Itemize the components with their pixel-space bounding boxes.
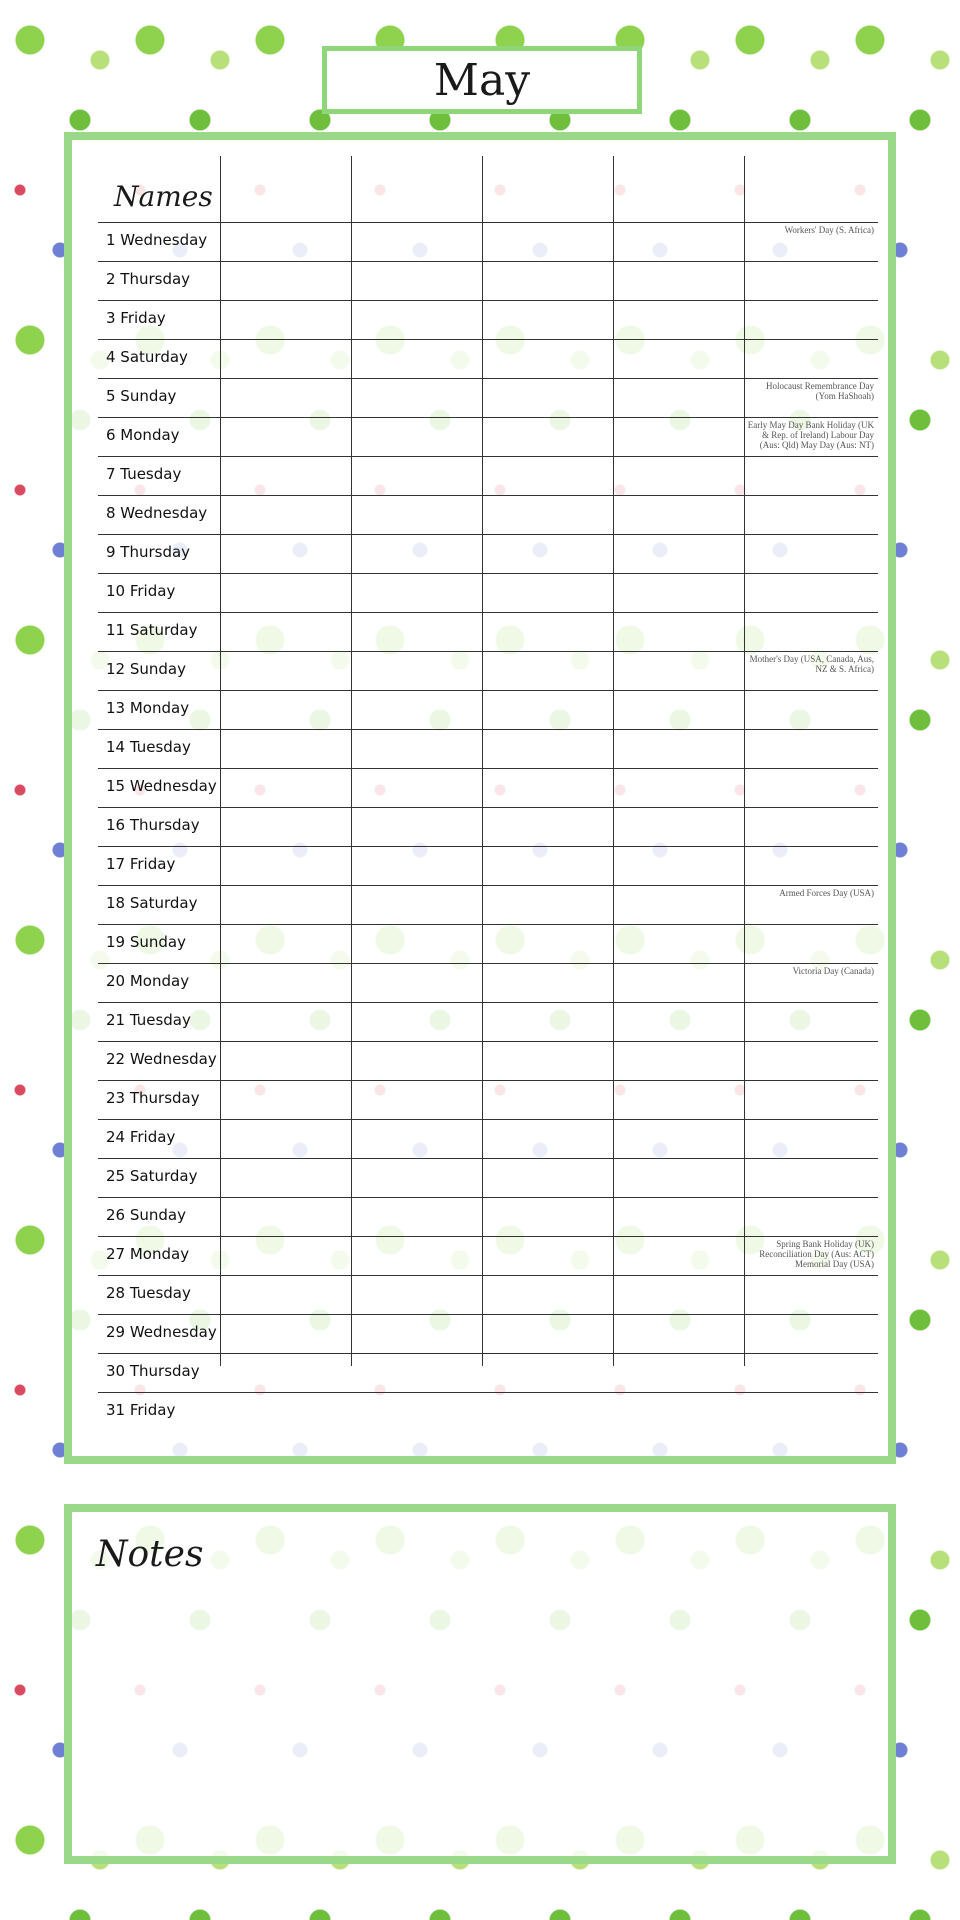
notes-heading: Notes (96, 1534, 204, 1575)
day-row[interactable] (98, 690, 878, 729)
day-row[interactable] (98, 768, 878, 807)
day-row[interactable] (98, 1041, 878, 1080)
day-row[interactable] (98, 1158, 878, 1197)
day-label: 1 Wednesday (106, 231, 208, 249)
day-row[interactable] (98, 1080, 878, 1119)
holiday-note: Mother's Day (USA, Canada, Aus, NZ & S. Africa) (749, 654, 874, 674)
day-label: 26 Sunday (106, 1206, 186, 1224)
day-row[interactable] (98, 1119, 878, 1158)
day-row[interactable] (98, 807, 878, 846)
holiday-note: Early May Day Bank Holiday (UK & Rep. of Ireland) Labour Day (Aus: Qld) May Day (Aus: NT) (747, 420, 874, 450)
day-row[interactable] (98, 729, 878, 768)
day-label: 23 Thursday (106, 1089, 200, 1107)
day-row[interactable] (98, 339, 878, 378)
holiday-note: Armed Forces Day (USA) (779, 888, 874, 898)
holiday-note: Workers' Day (S. Africa) (784, 225, 874, 235)
day-label: 29 Wednesday (106, 1323, 217, 1341)
day-label: 17 Friday (106, 855, 176, 873)
day-row[interactable] (98, 1275, 878, 1314)
day-label: 6 Monday (106, 426, 180, 444)
day-row[interactable] (98, 534, 878, 573)
day-label: 5 Sunday (106, 387, 177, 405)
day-row[interactable] (98, 495, 878, 534)
day-label: 7 Tuesday (106, 465, 182, 483)
names-heading: Names (114, 180, 213, 213)
day-label: 31 Friday (106, 1401, 176, 1419)
day-row[interactable] (98, 963, 878, 1002)
holiday-note: Victoria Day (Canada) (792, 966, 874, 976)
day-label: 18 Saturday (106, 894, 198, 912)
day-row[interactable] (98, 417, 878, 456)
day-grid (98, 222, 878, 1419)
day-label: 3 Friday (106, 309, 166, 327)
day-row[interactable] (98, 1002, 878, 1041)
holiday-note: Holocaust Remembrance Day (Yom HaShoah) (766, 381, 874, 401)
day-label: 4 Saturday (106, 348, 188, 366)
day-label: 12 Sunday (106, 660, 186, 678)
notes-panel (64, 1504, 896, 1864)
day-row[interactable] (98, 1353, 878, 1392)
day-label: 2 Thursday (106, 270, 191, 288)
day-label: 27 Monday (106, 1245, 190, 1263)
month-title (322, 46, 642, 114)
day-label: 30 Thursday (106, 1362, 200, 1380)
day-row[interactable] (98, 612, 878, 651)
day-label: 15 Wednesday (106, 777, 217, 795)
day-row[interactable] (98, 378, 878, 417)
day-row[interactable] (98, 222, 878, 261)
day-label: 25 Saturday (106, 1167, 198, 1185)
day-row[interactable] (98, 1197, 878, 1236)
day-label: 22 Wednesday (106, 1050, 217, 1068)
day-row[interactable] (98, 261, 878, 300)
day-label: 24 Friday (106, 1128, 176, 1146)
day-label: 21 Tuesday (106, 1011, 191, 1029)
day-row[interactable] (98, 651, 878, 690)
day-label: 10 Friday (106, 582, 176, 600)
day-label: 20 Monday (106, 972, 190, 990)
day-label: 16 Thursday (106, 816, 200, 834)
day-label: 8 Wednesday (106, 504, 208, 522)
day-label: 9 Thursday (106, 543, 191, 561)
holiday-note: Spring Bank Holiday (UK) Reconciliation Day (Aus: ACT) Memorial Day (USA) (759, 1239, 874, 1269)
day-row[interactable] (98, 573, 878, 612)
day-row[interactable] (98, 300, 878, 339)
day-row[interactable] (98, 885, 878, 924)
day-row[interactable] (98, 1314, 878, 1353)
day-label: 14 Tuesday (106, 738, 191, 756)
day-row[interactable] (98, 846, 878, 885)
day-row[interactable] (98, 1236, 878, 1275)
day-label: 19 Sunday (106, 933, 186, 951)
calendar-panel (64, 132, 896, 1464)
day-row[interactable] (98, 1392, 878, 1431)
day-row[interactable] (98, 924, 878, 963)
month-title-text: May (433, 54, 531, 106)
day-label: 13 Monday (106, 699, 190, 717)
day-row[interactable] (98, 456, 878, 495)
day-label: 11 Saturday (106, 621, 198, 639)
day-label: 28 Tuesday (106, 1284, 191, 1302)
